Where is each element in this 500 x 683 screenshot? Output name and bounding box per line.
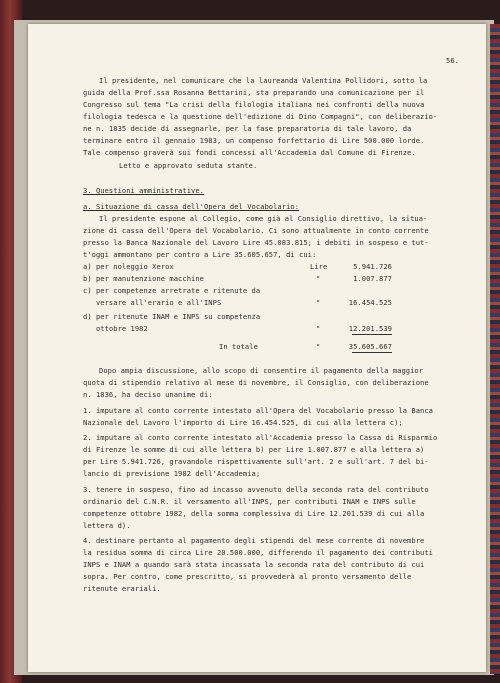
debt-label: ottobre 1982 xyxy=(83,324,148,333)
debt-amount: 12.201.539 xyxy=(348,324,392,333)
decision-line: lettera d). xyxy=(83,521,131,530)
decision-line: la residua somma di circa Lire 20.500.000, differendo il pagamento dei contributi xyxy=(83,548,433,557)
debt-amount: 5.941.726 xyxy=(353,262,392,271)
decision-line: lancio di previsione 1982 dell'Accademia; xyxy=(83,469,261,478)
decision-line: 4. destinare pertanto al pagamento degli stipendi del mese corrente di novembre xyxy=(83,536,425,545)
decision-line: per Lire 5.941.726, gravandole rispettivamente sull'art. 2 e sull'art. 7 del bi- xyxy=(83,457,429,466)
debt-amount: 16.454.525 xyxy=(348,298,392,307)
intro-line: Congresso sul tema "La crisi della filologia italiana nei confronti della nuova xyxy=(83,100,425,109)
document-page xyxy=(28,24,486,672)
debt-label: c) per competenze arretrate e ritenute da xyxy=(83,286,261,295)
debt-label: versare all'erario e all'INPS xyxy=(83,298,222,307)
decision-line: INPS e INAM a quando sarà stata incassata la seconda rata del contributo di cui xyxy=(83,560,425,569)
decision-line: ordinario del C.N.R. il versamento all'INPS, per contributi INAM e INPS sulle xyxy=(83,497,416,506)
body-line: zione di cassa dell'Opera del Vocabolario. Ci sono attualmente in conto corrente xyxy=(83,226,429,235)
decision-line: 1. imputare al conto corrente intestato all'Opera del Vocabolario presso la Banca xyxy=(83,406,433,415)
decision-line: di Firenze le somme di cui alle lettera b) per Lire 1.007.877 e alla lettera a) xyxy=(83,445,425,454)
section-title: 3. Questioni amministrative. xyxy=(83,186,204,195)
total-currency: " xyxy=(316,342,321,351)
total-rule xyxy=(352,352,392,353)
subsection-title: a. Situazione di cassa dell'Opera del Vocabolario: xyxy=(83,202,300,211)
decision-line: 3. tenere in sospeso, fino ad incasso avvenuto della seconda rata del contributo xyxy=(83,485,429,494)
decision-line: competenze ottobre 1982, della somma complessiva di Lire 12.201.539 di cui alla xyxy=(83,509,425,518)
approval-line: Letto e approvato seduta stante. xyxy=(119,161,258,170)
debt-currency: " xyxy=(316,298,321,307)
debt-label: a) per noleggio Xerox xyxy=(83,262,174,271)
body-line: quota di stipendio relativo al mese di novembre, il Consiglio, con deliberazione xyxy=(83,378,429,387)
debt-currency: " xyxy=(316,274,321,283)
intro-line: Il presidente, nel comunicare che la laureanda Valentina Pollidori, sotto la xyxy=(99,76,428,85)
intro-line: Tale compenso graverà sui fondi concessi all'Accademia dal Comune di Firenze. xyxy=(83,148,416,157)
body-line: t'oggi ammontano per contro a Lire 35.605.657, di cui: xyxy=(83,250,317,259)
decision-line: Nazionale del Lavoro l'importo di Lire 16.454.525, di cui alla lettera c); xyxy=(83,418,403,427)
debt-amount: 1.007.877 xyxy=(353,274,392,283)
body-line: n. 1836, ha deciso unanime di: xyxy=(83,390,213,399)
debt-label: b) per manutenzione macchine xyxy=(83,274,204,283)
total-amount: 35.605.667 xyxy=(348,342,392,351)
intro-line: filologia tedesca e la questione dell'edizione di Dino Compagni", con deliberazio- xyxy=(83,112,438,121)
total-label: In totale xyxy=(219,342,258,351)
decision-line: sopra. Per contro, come prescritto, si provvederà al pronto versamento delle xyxy=(83,572,412,581)
intro-line: terminare entro il gennaio 1983, un compenso forfettario di Lire 500.000 lorde. xyxy=(83,136,425,145)
debt-currency: " xyxy=(316,324,321,333)
body-line: Dopo ampia discussione, allo scopo di consentire il pagamento della maggior xyxy=(99,366,424,375)
decision-line: 2. imputare al conto corrente intestato all'Accademia presso la Cassa di Risparmio xyxy=(83,433,438,442)
body-line: Il presidente espone al Collegio, come già al Consiglio direttivo, la situa- xyxy=(99,214,428,223)
debt-label: d) per ritenute INAM e INPS su competenza xyxy=(83,312,261,321)
debt-currency: Lire xyxy=(310,262,328,271)
page-number: 56. xyxy=(446,56,459,65)
marbled-page-edge xyxy=(490,24,500,674)
intro-line: ne n. 1835 decide di assegnarle, per la fase preparatoria di tale lavoro, da xyxy=(83,124,412,133)
intro-line: guida della Prof.ssa Rosanna Bettarini, sta preparando una comunicazione per il xyxy=(83,88,425,97)
decision-line: ritenute erariali. xyxy=(83,584,161,593)
body-line: presso la Banca Nazionale del Lavoro Lire 45.083.815; i debiti in sospeso e tut- xyxy=(83,238,429,247)
subtotal-rule xyxy=(352,334,392,335)
